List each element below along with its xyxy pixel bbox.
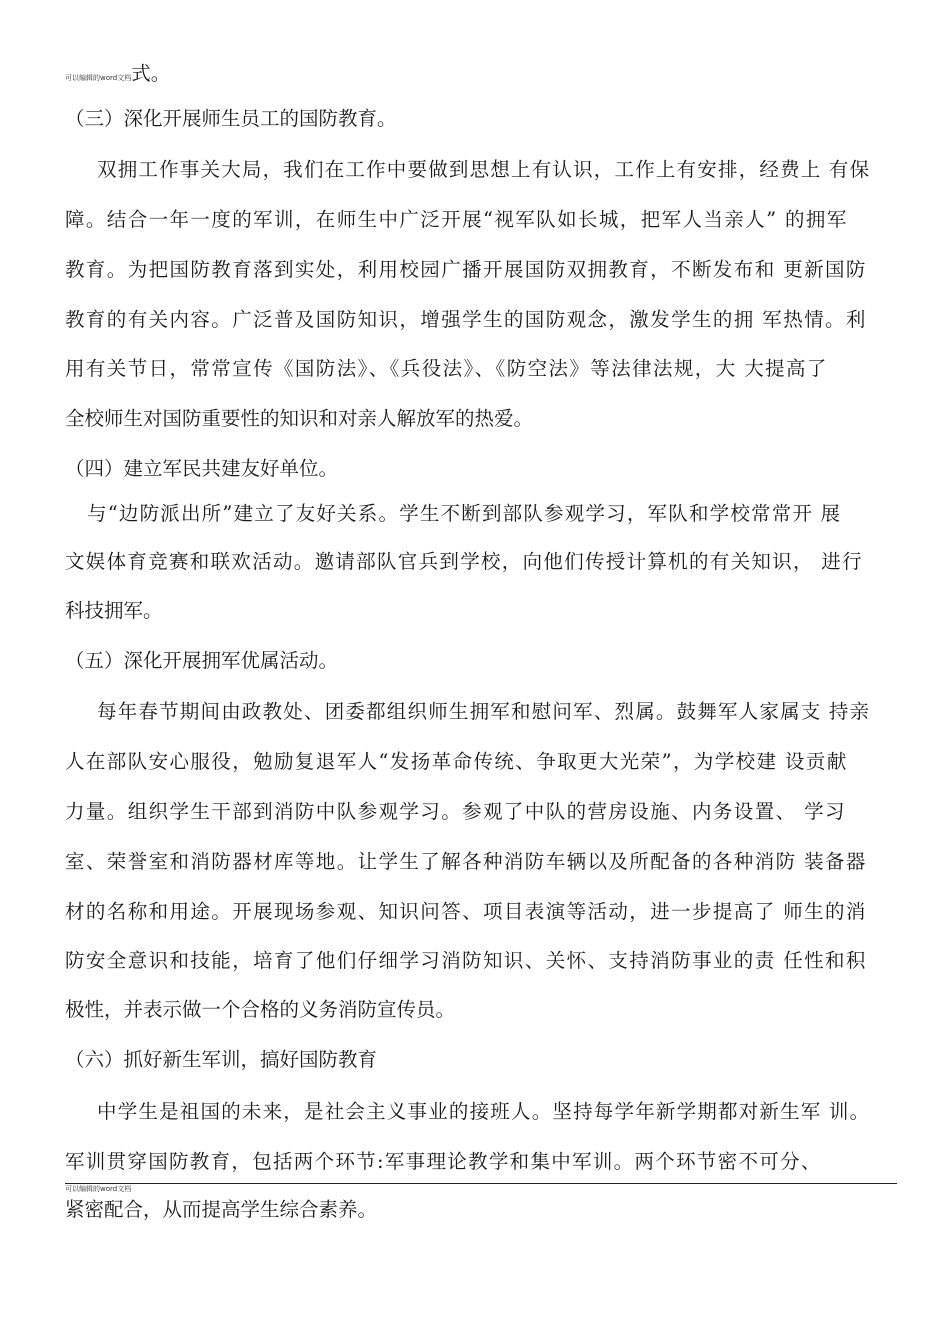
section-heading-6: （六）抓好新生军训，搞好国防教育 xyxy=(65,1048,378,1071)
paragraph-line: 双拥工作事关大局，我们在工作中要做到思想上有认识，工作上有安排，经费上 有保 xyxy=(97,158,871,181)
paragraph-line: 文娱体育竞赛和联欢活动。邀请部队官兵到学校，向他们传授计算机的有关知识， 进行 xyxy=(65,550,863,573)
paragraph-line: 军训贯穿国防教育，包括两个环节:军事理论教学和集中军训。两个环节密不可分、 xyxy=(65,1150,822,1173)
paragraph-line: 科技拥军。 xyxy=(65,599,163,622)
paragraph-line: 与“边防派出所”建立了友好关系。学生不断到部队参观学习，军队和学校常常开 展 xyxy=(87,502,842,525)
paragraph-line: 用有关节日，常常宣传《国防法》、《兵役法》、《防空法》等法律法规，大 大提高了 xyxy=(65,357,828,380)
section-heading-5: （五）深化开展拥军优属活动。 xyxy=(65,649,339,672)
paragraph-line: 每年春节期间由政教处、团委都组织师生拥军和慰问军、烈属。鼓舞军人家属支 持亲 xyxy=(97,700,871,723)
paragraph-line: 防安全意识和技能，培育了他们仔细学习消防知识、关怀、支持消防事业的责 任性和积 xyxy=(65,949,867,972)
paragraph-line: 教育。为把国防教育落到实处，利用校园广播开展国防双拥教育，不断发布和 更新国防 xyxy=(65,258,867,281)
header-tail: 式。 xyxy=(131,62,171,85)
paragraph-line: 材的名称和用途。开展现场参观、知识问答、项目表演等活动，进一步提高了 师生的消 xyxy=(65,900,867,923)
paragraph-line: 中学生是祖国的未来，是社会主义事业的接班人。坚持每学年新学期都对新生军 训。 xyxy=(97,1100,871,1123)
footer-divider xyxy=(65,1183,897,1184)
section-heading-3: （三）深化开展师生员工的国防教育。 xyxy=(65,107,397,130)
paragraph-line: 力量。组织学生干部到消防中队参观学习。参观了中队的营房设施、内务设置、 学习 xyxy=(65,800,846,823)
header-watermark: 可以编辑的word文档 xyxy=(65,74,132,82)
footer-watermark: 可以编辑的word文档 xyxy=(65,1185,132,1193)
section-heading-4: （四）建立军民共建友好单位。 xyxy=(65,457,339,480)
paragraph-line: 全校师生对国防重要性的知识和对亲人解放军的热爱。 xyxy=(65,407,534,430)
header-line xyxy=(65,60,170,92)
paragraph-line: 障。结合一年一度的军训，在师生中广泛开展“视军队如长城，把军人当亲人” 的拥军 xyxy=(65,208,848,231)
paragraph-line: 教育的有关内容。广泛普及国防知识，增强学生的国防观念，激发学生的拥 军热情。利 xyxy=(65,308,867,331)
continuation-line: 紧密配合，从而提高学生综合素养。 xyxy=(65,1198,378,1221)
paragraph-line: 极性，并表示做一个合格的义务消防宣传员。 xyxy=(65,998,456,1021)
paragraph-line: 人在部队安心服役，勉励复退军人“发扬革命传统、争取更大光荣”，为学校建 设贡献 xyxy=(65,750,848,773)
paragraph-line: 室、荣誉室和消防器材库等地。让学生了解各种消防车辆以及所配备的各种消防 装备器 xyxy=(65,850,867,873)
